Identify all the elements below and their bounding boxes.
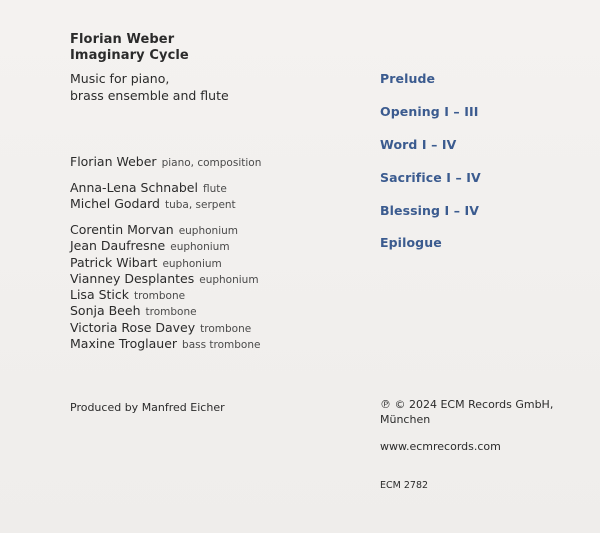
copyright-line-2: München	[380, 413, 431, 426]
album-subtitle	[70, 70, 229, 104]
musician-name: Lisa Stick	[70, 287, 130, 302]
credit-row	[70, 195, 236, 213]
musician-name: Michel Godard	[70, 196, 160, 211]
musician-role: flute	[202, 183, 227, 195]
album-title: Imaginary Cycle	[70, 48, 189, 63]
musician-name: Vianney Desplantes	[70, 271, 195, 286]
musician-role: piano, composition	[161, 157, 262, 169]
musician-name: Victoria Rose Davey	[70, 320, 196, 335]
musician-role: trombone	[134, 290, 186, 302]
credit-row	[70, 153, 261, 171]
musician-name: Anna-Lena Schnabel	[70, 180, 198, 195]
copyright-notice	[380, 397, 553, 427]
producer-credit: Produced by Manfred Eicher	[70, 401, 225, 414]
musician-role: trombone	[145, 306, 197, 318]
musician-role: euphonium	[162, 258, 222, 270]
track-title: Blessing I – IV	[380, 203, 480, 218]
subtitle-line-2: brass ensemble and flute	[70, 88, 229, 103]
musician-role: euphonium	[178, 225, 239, 237]
musician-role: tuba, serpent	[164, 199, 236, 211]
track-title: Sacrifice I – IV	[380, 170, 481, 185]
subtitle-line-1: Music for piano,	[70, 71, 170, 86]
musician-role: trombone	[200, 323, 252, 335]
catalog-number: ECM 2782	[380, 480, 429, 491]
credit-row	[70, 237, 230, 255]
musician-name: Corentin Morvan	[70, 222, 174, 237]
track-title: Word I – IV	[380, 137, 457, 152]
musician-name: Florian Weber	[70, 154, 157, 169]
musician-name: Patrick Wibart	[70, 255, 158, 270]
track-title: Prelude	[380, 71, 436, 86]
musician-role: euphonium	[199, 274, 259, 286]
musician-role: bass trombone	[182, 339, 261, 351]
musician-name: Maxine Troglauer	[70, 336, 178, 351]
artist-name: Florian Weber	[70, 32, 175, 47]
musician-name: Sonja Beeh	[70, 303, 141, 318]
website-link[interactable]: www.ecmrecords.com	[380, 440, 501, 453]
musician-name: Jean Daufresne	[70, 238, 166, 253]
musician-role: euphonium	[170, 241, 230, 253]
credit-row	[70, 335, 260, 353]
credit-row	[70, 302, 197, 320]
track-title: Opening I – III	[380, 104, 479, 119]
track-title: Epilogue	[380, 235, 442, 250]
copyright-line-1: ℗ © 2024 ECM Records GmbH,	[380, 398, 554, 411]
